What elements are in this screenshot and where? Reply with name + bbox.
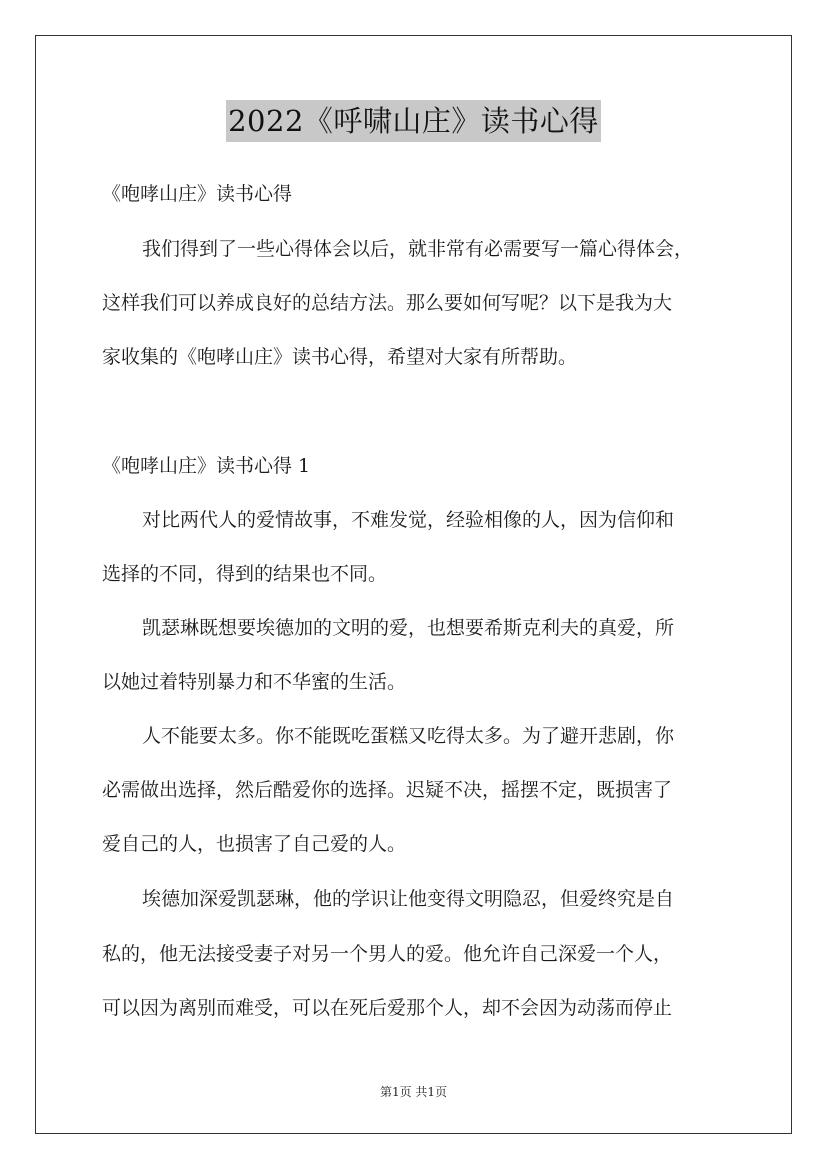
title-container bbox=[0, 100, 827, 142]
document-title: 2022《呼啸山庄》读书心得 bbox=[226, 100, 601, 142]
section-heading: 《咆哮山庄》读书心得 1 bbox=[102, 455, 311, 477]
body-line-4: 以她过着特别暴力和不华蜜的生活。 bbox=[102, 671, 407, 693]
body-line-2: 选择的不同，得到的结果也不同。 bbox=[102, 563, 388, 585]
body-line-1: 对比两代人的爱情故事，不难发觉，经验相像的人，因为信仰和 bbox=[142, 509, 675, 531]
body-line-5: 人不能要太多。你不能既吃蛋糕又吃得太多。为了避开悲剧，你 bbox=[142, 725, 675, 747]
intro-line-2: 这样我们可以养成良好的总结方法。那么要如何写呢？以下是我为大 bbox=[102, 292, 673, 314]
body-line-8: 埃德加深爱凯瑟琳，他的学识让他变得文明隐忍，但爱终究是自 bbox=[142, 888, 675, 910]
intro-line-1: 我们得到了一些心得体会以后，就非常有必需要写一篇心得体会， bbox=[142, 238, 694, 260]
intro-line-3: 家收集的《咆哮山庄》读书心得，希望对大家有所帮助。 bbox=[102, 346, 578, 368]
body-line-3: 凯瑟琳既想要埃德加的文明的爱，也想要希斯克利夫的真爱，所 bbox=[142, 617, 675, 639]
intro-heading: 《咆哮山庄》读书心得 bbox=[102, 183, 293, 205]
body-line-7: 爱自己的人，也损害了自己爱的人。 bbox=[102, 833, 407, 855]
body-line-6: 必需做出选择，然后酷爱你的选择。迟疑不决，摇摆不定，既损害了 bbox=[102, 779, 673, 801]
body-line-10: 可以因为离别而难受，可以在死后爱那个人，却不会因为动荡而停止 bbox=[102, 997, 673, 1019]
body-line-9: 私的，他无法接受妻子对另一个男人的爱。他允许自己深爱一个人， bbox=[102, 943, 673, 965]
page-footer: 第1页 共1页 bbox=[379, 1085, 448, 1099]
